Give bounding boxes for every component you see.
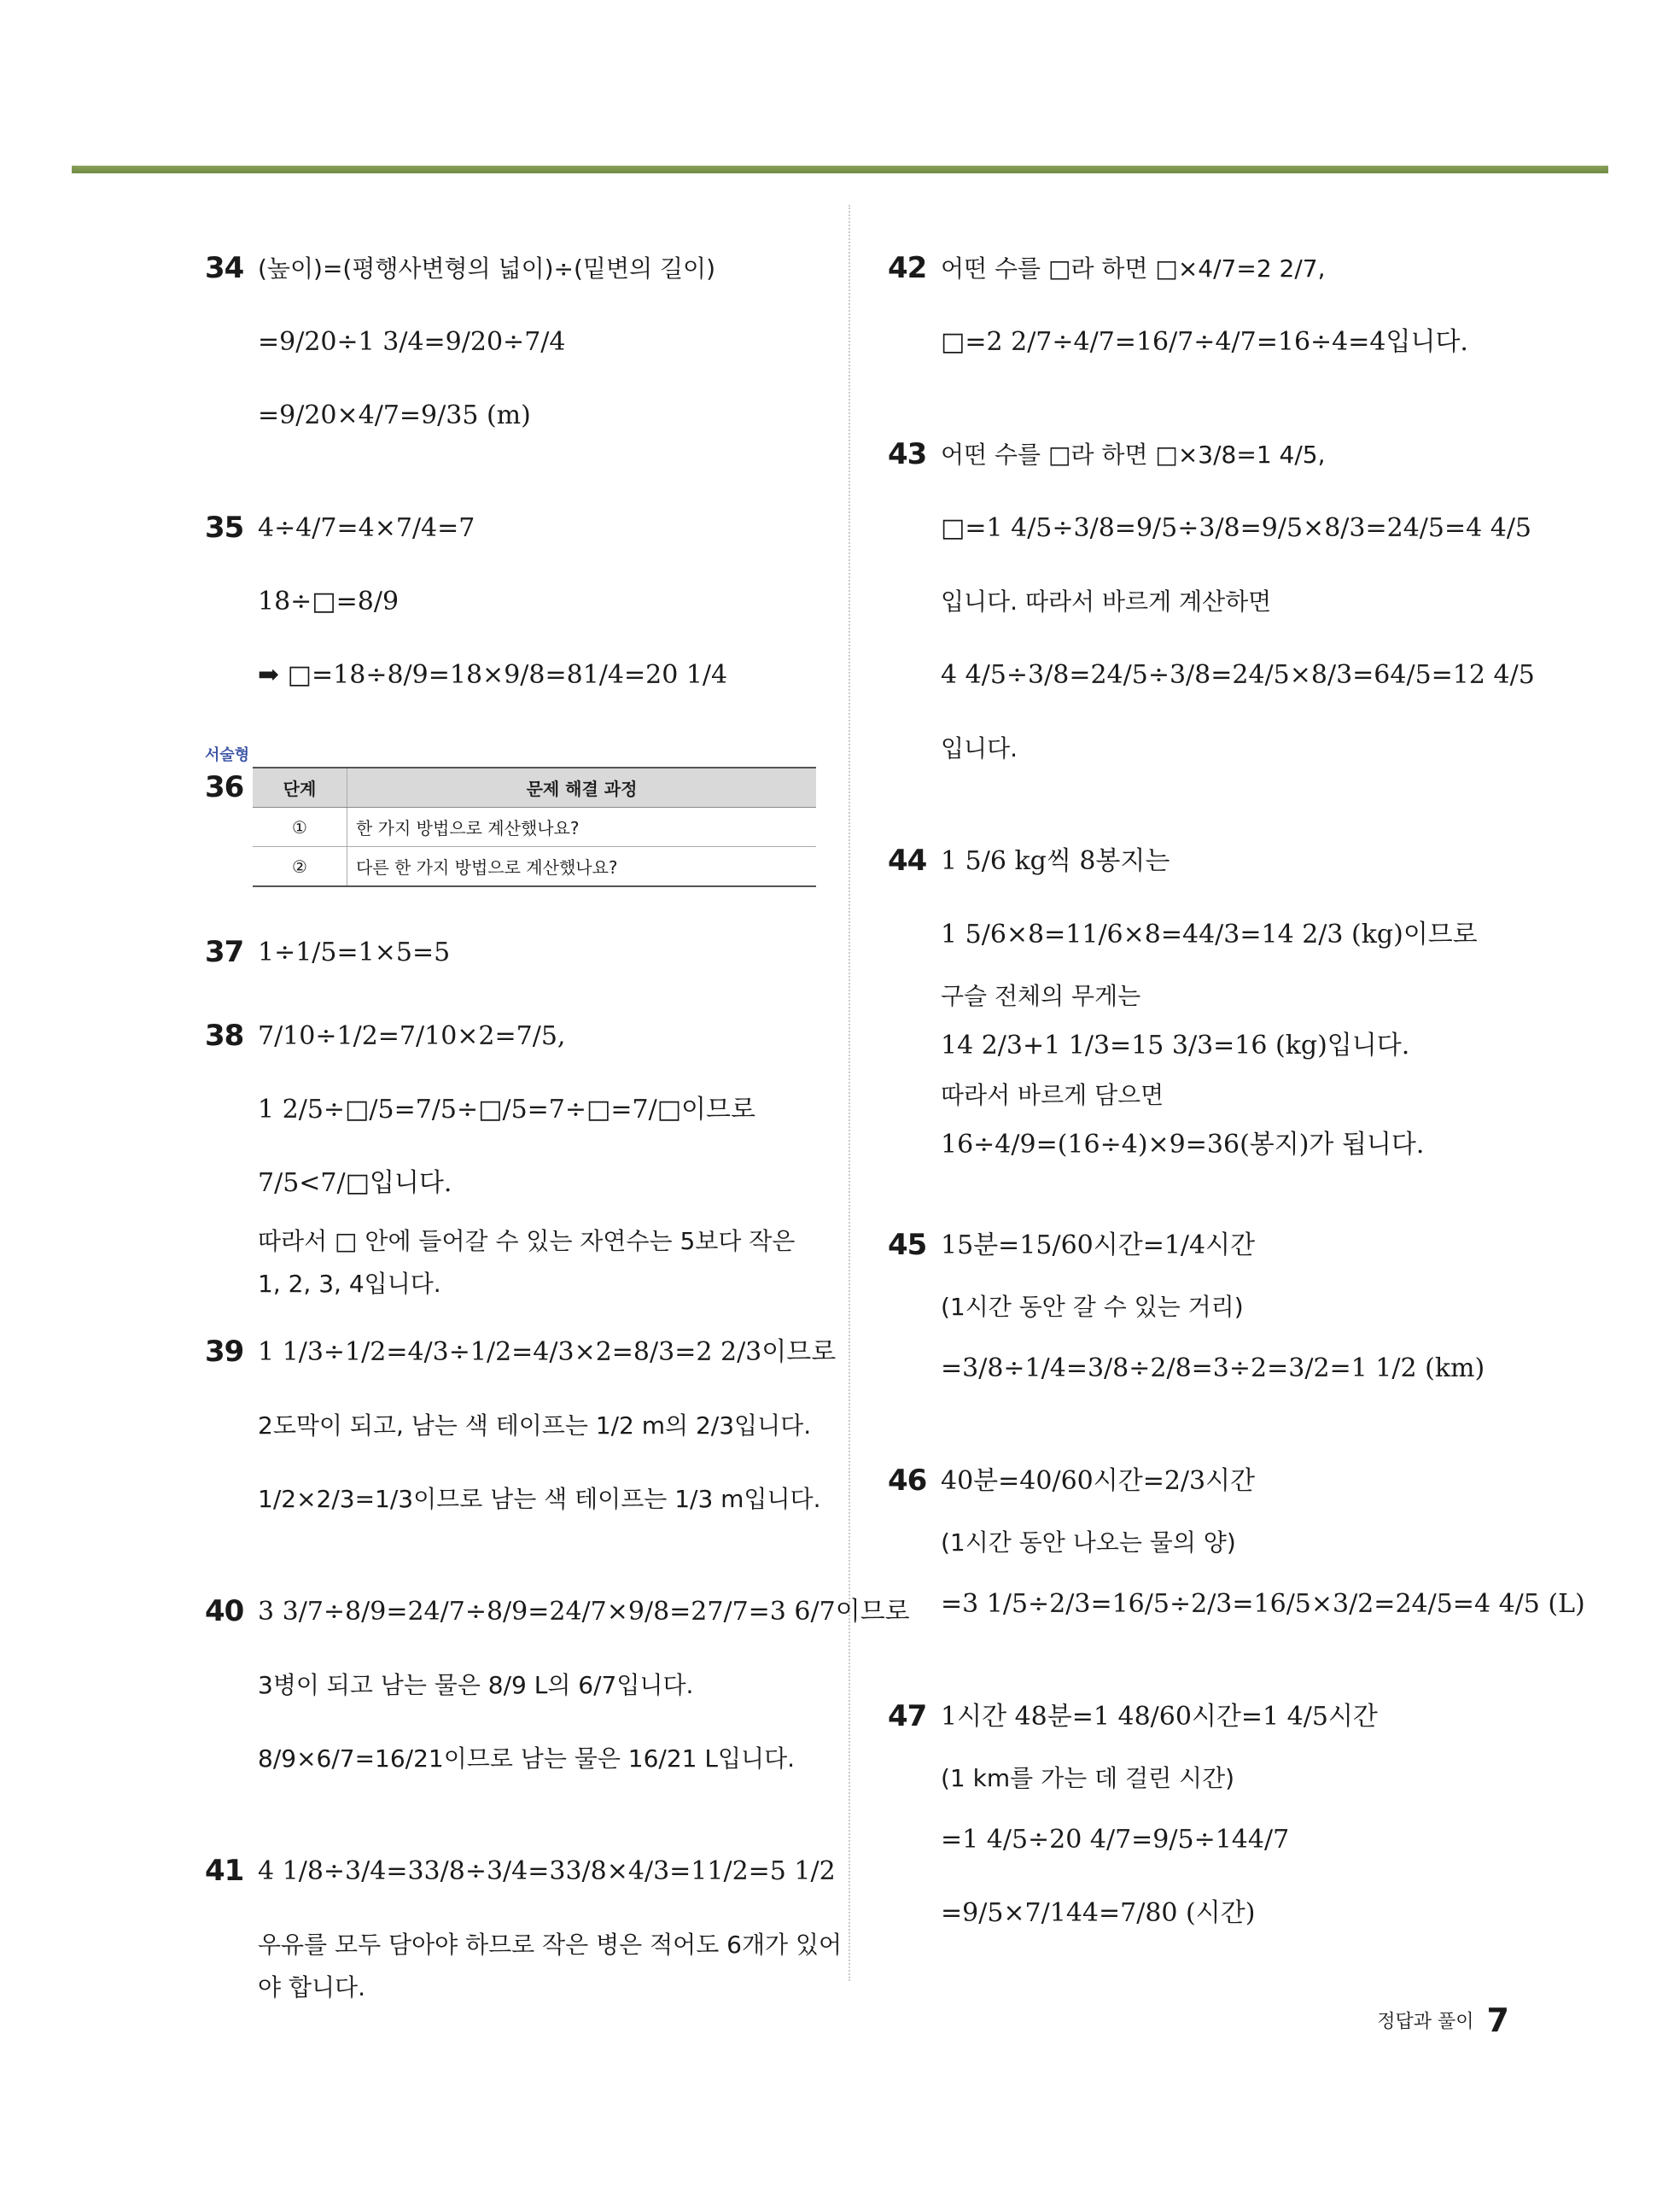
problem-number: 35	[205, 511, 244, 545]
solution-line: 4÷4/7=4×7/4=7	[258, 513, 475, 543]
solution-line: =3 1/5÷2/3=16/5÷2/3=16/5×3/2=24/5=4 4/5 (L)	[941, 1589, 1585, 1619]
problem-number: 43	[888, 437, 927, 471]
solution-line: (1시간 동안 나오는 물의 양)	[941, 1528, 1236, 1557]
problem-number: 42	[888, 251, 927, 285]
solution-line: 1÷1/5=1×5=5	[258, 938, 451, 967]
solution-line: 1 5/6 kg씩 8봉지는	[941, 846, 1170, 876]
page-number: 7	[1486, 2001, 1509, 2039]
solution-line: 18÷□=8/9	[258, 587, 400, 616]
solution-line: 어떤 수를 □라 하면 □×4/7=2 2/7,	[941, 254, 1326, 283]
table-cell-step: ②	[253, 847, 347, 886]
problem-43	[888, 434, 1535, 786]
solution-line: (1시간 동안 갈 수 있는 거리)	[941, 1293, 1244, 1321]
solution-line: □=1 4/5÷3/8=9/5÷3/8=9/5×8/3=24/5=4 4/5	[941, 513, 1532, 543]
solution-line: =1 4/5÷20 4/7=9/5÷144/7	[941, 1825, 1290, 1855]
essay-tag: 서술형	[205, 746, 250, 764]
solution-line: =9/5×7/144=7/80 (시간)	[941, 1898, 1256, 1928]
table-header-process: 문제 해결 과정	[347, 768, 817, 808]
solution-line: 2도막이 되고, 남는 색 테이프는 1/2 m의 2/3입니다.	[258, 1411, 812, 1440]
problem-number: 38	[205, 1019, 244, 1053]
solution-line: 우유를 모두 담아야 하므로 작은 병은 적어도 6개가 있어	[258, 1931, 843, 1959]
problem-number: 37	[205, 935, 244, 969]
problem-number: 36	[205, 770, 244, 804]
solution-line: 14 2/3+1 1/3=15 3/3=16 (kg)입니다.	[941, 1031, 1410, 1060]
solution-line: 따라서 바르게 담으면	[941, 1081, 1164, 1109]
problem-40	[205, 1591, 910, 1796]
page-footer	[1377, 2001, 1509, 2039]
table-cell-text: 다른 한 가지 방법으로 계산했나요?	[356, 857, 618, 878]
solution-line: 3 3/7÷8/9=24/7÷8/9=24/7×9/8=27/7=3 6/7이므로	[258, 1597, 910, 1627]
solution-line: 입니다. 따라서 바르게 계산하면	[941, 587, 1272, 616]
solution-line: 어떤 수를 □라 하면 □×3/8=1 4/5,	[941, 441, 1326, 469]
problem-number: 34	[205, 251, 244, 285]
grading-table	[253, 767, 816, 887]
problem-44	[888, 840, 1502, 1170]
problem-46	[888, 1460, 1585, 1641]
problem-number: 45	[888, 1228, 927, 1262]
table-row	[253, 808, 816, 847]
right-column	[888, 248, 1585, 2005]
problem-45	[888, 1224, 1502, 1405]
solution-line: (높이)=(평행사변형의 넓이)÷(밑변의 길이)	[258, 254, 715, 283]
solution-line: 7/5<7/□입니다.	[258, 1168, 452, 1198]
problem-39	[205, 1331, 837, 1536]
solution-line: 1시간 48분=1 48/60시간=1 4/5시간	[941, 1702, 1378, 1732]
column-divider	[849, 205, 850, 1981]
solution-line: (1 km를 가는 데 걸린 시간)	[941, 1764, 1235, 1792]
solution-line: 3병이 되고 남는 물은 8/9 L의 6/7입니다.	[258, 1671, 694, 1699]
solution-line: 야 합니다.	[258, 1973, 365, 2001]
solution-line: 40분=40/60시간=2/3시간	[941, 1466, 1256, 1496]
problem-38	[205, 1015, 820, 1306]
header-rule	[72, 166, 1608, 173]
table-cell-text: 한 가지 방법으로 계산했나요?	[347, 808, 817, 847]
solution-line: 1 5/6×8=11/6×8=44/3=14 2/3 (kg)이므로	[941, 920, 1478, 949]
problem-number: 47	[888, 1699, 927, 1733]
problem-number: 46	[888, 1464, 927, 1498]
solution-line: 따라서 □ 안에 들어갈 수 있는 자연수는 5보다 작은	[258, 1227, 796, 1255]
problem-number: 40	[205, 1594, 244, 1628]
table-row	[253, 847, 816, 886]
solution-line: □=2 2/7÷4/7=16/7÷4/7=16÷4=4입니다.	[941, 327, 1468, 357]
table-header-step: 단계	[253, 768, 347, 808]
solution-line: 4 1/8÷3/4=33/8÷3/4=33/8×4/3=11/2=5 1/2	[258, 1856, 836, 1886]
solution-line: 1, 2, 3, 4입니다.	[258, 1270, 441, 1298]
problem-number: 44	[888, 844, 927, 878]
solution-line: =3/8÷1/4=3/8÷2/8=3÷2=3/2=1 1/2 (km)	[941, 1353, 1485, 1383]
solution-line: 7/10÷1/2=7/10×2=7/5,	[258, 1021, 566, 1051]
solution-line: 1 1/3÷1/2=4/3÷1/2=4/3×2=8/3=2 2/3이므로	[258, 1337, 837, 1367]
solution-line: 16÷4/9=(16÷4)×9=36(봉지)가 됩니다.	[941, 1130, 1425, 1160]
solution-line: 4 4/5÷3/8=24/5÷3/8=24/5×8/3=64/5=12 4/5	[941, 660, 1535, 690]
problem-number: 41	[205, 1854, 244, 1888]
solution-line: =9/20÷1 3/4=9/20÷7/4	[258, 327, 566, 357]
solution-line: 1 2/5÷□/5=7/5÷□/5=7÷□=7/□이므로	[258, 1095, 755, 1125]
solution-line: ➡ □=18÷8/9=18×9/8=81/4=20 1/4	[258, 660, 728, 690]
solution-line: 8/9×6/7=16/21이므로 남는 물은 16/21 L입니다.	[258, 1744, 796, 1773]
problem-41	[205, 1850, 843, 2024]
problem-35	[205, 507, 820, 712]
solution-line: 입니다.	[941, 734, 1018, 762]
solution-line: 15분=15/60시간=1/4시간	[941, 1230, 1256, 1260]
solution-line: 1/2×2/3=1/3이므로 남는 색 테이프는 1/3 m입니다.	[258, 1485, 821, 1513]
footer-label: 정답과 풀이	[1377, 2011, 1474, 2033]
problem-36	[205, 746, 820, 891]
table-cell-step: ①	[253, 808, 347, 847]
problem-34	[205, 248, 820, 453]
problem-number: 39	[205, 1335, 244, 1369]
problem-47	[888, 1696, 1502, 1950]
solution-line: =9/20×4/7=9/35 (m)	[258, 400, 531, 430]
problem-37	[205, 932, 820, 990]
problem-42	[888, 248, 1502, 379]
solution-line: 구슬 전체의 무게는	[941, 982, 1141, 1010]
